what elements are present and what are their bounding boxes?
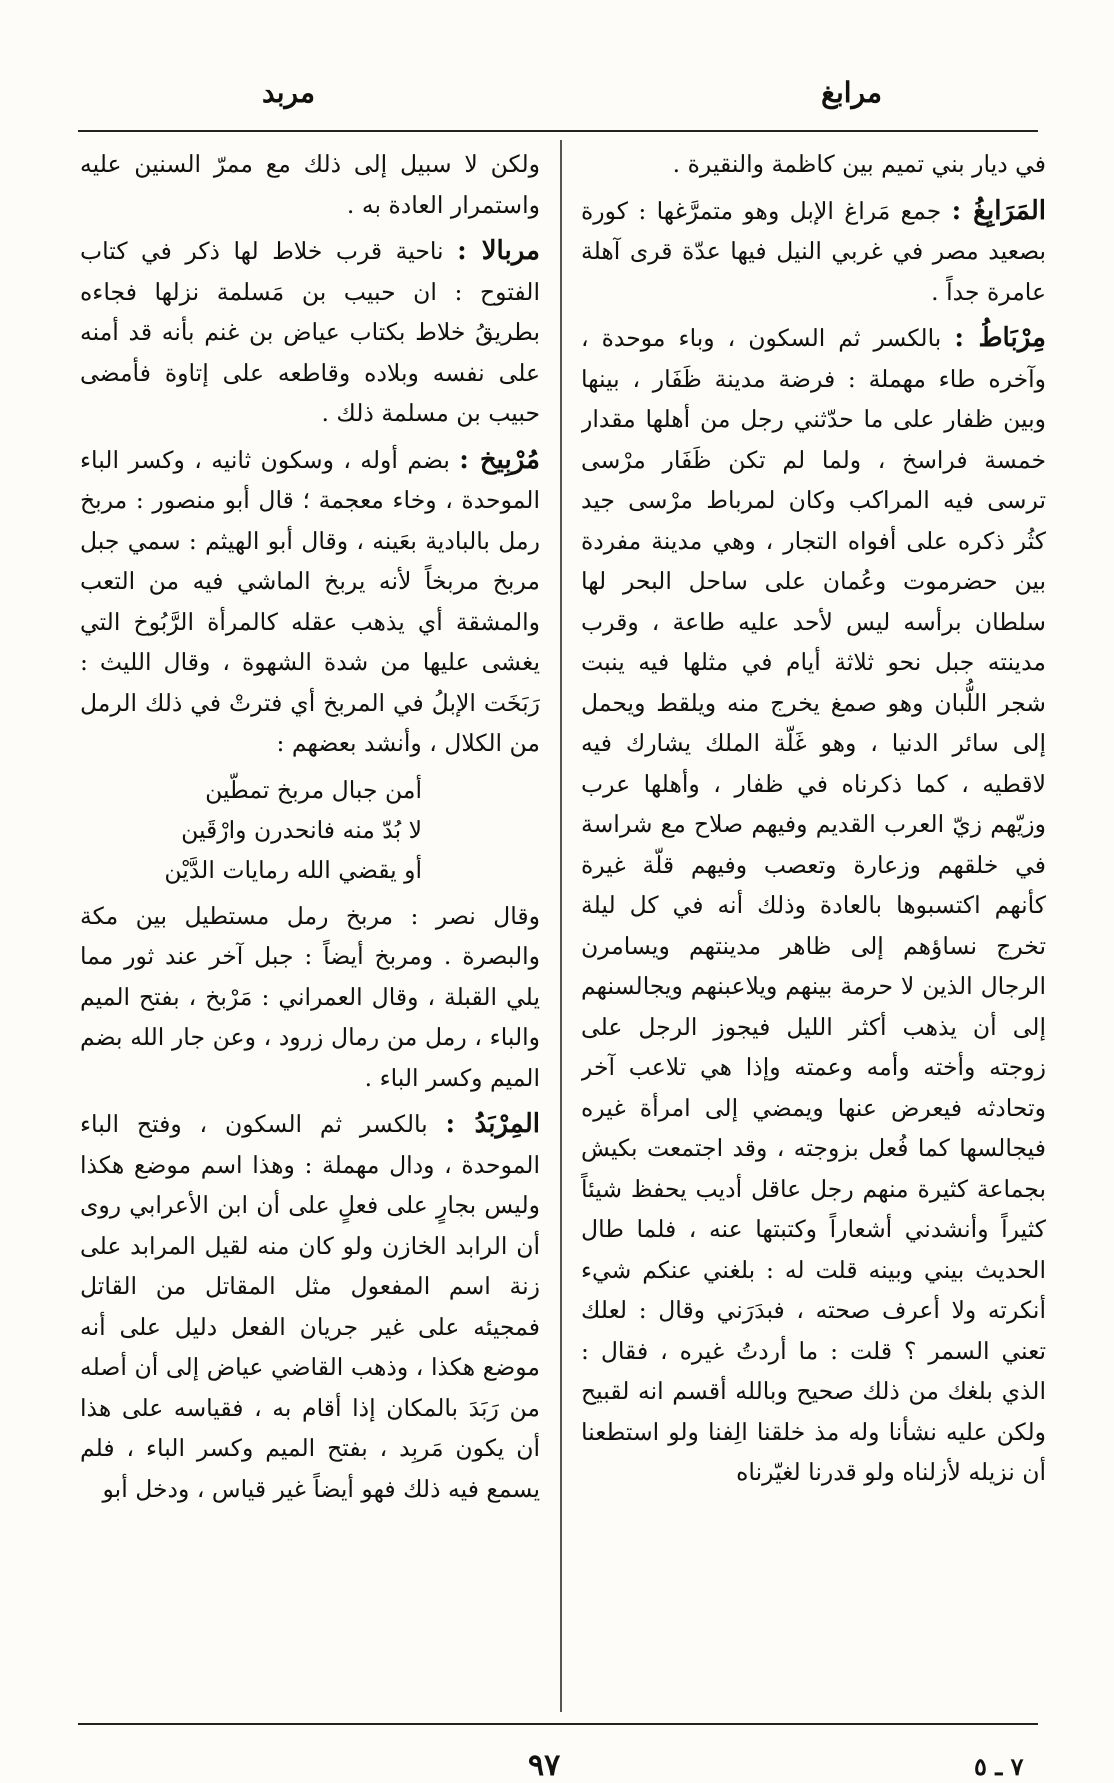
- entry-text: بالكسر ثم السكون ، وفتح الباء الموحدة ، ودال مهملة : وهذا اسم موضع هكذا وليس بجارٍ على فعلٍ على أن ابن الأعرابي روى أن الرابد الخازن ولو كان منه لقيل المرابد على زنة اسم المفعول مثل المقاتل من القاتل فمجيئه على غير جريان الفعل دليل على أنه موضع هكذا ، وذهب القاضي عياض إلى أن أصله من رَبَدَ بالمكان إذا أقام به ، فقياسه على هذا أن يكون مَربِد ، بفتح الميم وكسر الباء ، فلم يسمع فيه ذلك فهو أيضاً غير قياس ، ودخل أبو: [80, 1110, 540, 1503]
- verse-line: أو يقضي الله رمايات الدَّيْن: [164, 855, 422, 884]
- verse-line: لا بُدّ منه فانحدرن وارْقَين: [181, 815, 422, 844]
- entry: [80, 896, 540, 1099]
- verse-block: [80, 770, 540, 890]
- entry-headword: مربالا :: [457, 236, 540, 266]
- page-number: ٩٧: [528, 1748, 561, 1783]
- entry: [581, 144, 1046, 185]
- right-column: [581, 144, 1046, 1714]
- entry-headword: المِرْبَدُ :: [445, 1109, 540, 1139]
- running-header-left: مربد: [262, 76, 315, 109]
- entry-text: ولكن لا سبيل إلى ذلك مع ممرّ السنين عليه واستمرار العادة به .: [80, 150, 540, 219]
- entry: [581, 318, 1046, 1493]
- entry-text: بضم أوله ، وسكون ثانيه ، وكسر الباء الموحدة ، وخاء معجمة ؛ قال أبو منصور : مربخ رمل بالبادية بعَينه ، وقال أبو الهيثم : سمي جبل مربخ مربخاً لأنه يربخ الماشي فيه من التعب والمشقة أي يذهب عقله كالمرأة الرَّبُوخ التي يغشى عليها من شدة الشهوة ، وقال الليث : رَبَخَت الإبلُ في المربخ أي فترتْ في ذلك الرمل من الكلال ، وأنشد بعضهم :: [80, 445, 540, 757]
- signature-mark: ٧ ـ ٥: [974, 1752, 1024, 1781]
- entry: [80, 231, 540, 434]
- entry-text: وقال نصر : مربخ رمل مستطيل بين مكة والبصرة . ومربخ أيضاً : جبل آخر عند ثور مما يلي القبلة ، وقال العمراني : مَرْبخ ، بفتح الميم والباء ، رمل من رمال زرود ، وعن جار الله بضم الميم وكسر الباء .: [80, 901, 540, 1092]
- footer-rule: [78, 1723, 1038, 1725]
- entry: [80, 440, 540, 764]
- entry: [80, 1104, 540, 1509]
- entry-headword: مِرْبَاطُ :: [954, 323, 1046, 353]
- verse-line: أمن جبال مربخ تمطّين: [205, 775, 422, 804]
- entry-headword: مُرْبِيخ :: [459, 444, 540, 475]
- left-column: [80, 144, 540, 1714]
- header-rule: [78, 130, 1038, 132]
- entry-text: بالكسر ثم السكون ، وباء موحدة ، وآخره طاء مهملة : فرضة مدينة ظَفَار ، بينها وبين ظفار على ما حدّثني رجل من أهلها مقدار خمسة فراسخ ، ولما لم تكن ظَفَار مرْسى ترسى فيه المراكب وكان لمرباط مرْسى جيد كثُر ذكره على أفواه التجار ، وهي مدينة مفردة بين حضرموت وعُمان على ساحل البحر لها سلطان برأسه ليس لأحد عليه طاعة ، وقرب مدينته جبل نحو ثلاثة أيام في مثلها فيه ينبت شجر اللُّبان وهو صمغ يخرج منه ويلقط ويحمل إلى سائر الدنيا ، وهو غَلّة الملك يشارك فيه لاقطيه ، كما ذكرناه في ظفار ، وأهلها عرب وزيّهم زيّ العرب القديم وفيهم صلاح مع شراسة في خلقهم وزعارة وتعصب وفيهم قلّة غيرة كأنهم اكتسبوها بالعادة وذلك أنه في كل ليلة تخرج نساؤهم إلى ظاهر مدينتهم ويسامرن الرجال الذين لا حرمة بينهم ويلاعبنهم ويجالسنهم إلى أن يذهب أكثر الليل فيجوز الرجل على زوجته وأخته وأمه وعمته وإذا هي تلاعب آخر وتحادثه فيعرض عنها ويمضي إلى امرأة غيره فيجالسها كما فُعل بزوجته ، وقد اجتمعت بكيش بجماعة كثيرة منهم رجل عاقل أديب يحفظ شيئاً كثيراً وأنشدني أشعاراً وكتبتها عنه ، فلما طال الحديث بيني وبينه قلت له : بلغني عنكم شيء أنكرته ولا أعرف صحته ، فبدَرَني وقال : لعلك تعني السمر ؟ قلت : ما أردتُ غيره ، فقال : الذي بلغك من ذلك صحيح وبالله أقسم انه لقبيح ولكن عليه نشأنا وله مذ خلقنا الِفنا ولو استطعنا أن نزيله لأزلناه ولو قدرنا لغيّرناه: [581, 324, 1046, 1486]
- entry: [581, 191, 1046, 313]
- running-header-right: مرابغ: [821, 76, 882, 109]
- entry: [80, 144, 540, 225]
- column-divider: [560, 140, 562, 1712]
- entry-text: ناحية قرب خلاط لها ذكر في كتاب الفتوح : ان حبيب بن مَسلمة نزلها فجاءه بطريقُ خلاط بكتاب عياض بن غنم بأنه قد أمنه على نفسه وبلاده وقاطعه على إتاوة فأمضى حبيب بن مسلمة ذلك .: [80, 237, 540, 427]
- entry-text: جمع مَراغ الإبل وهو متمرَّغها : كورة بصعيد مصر في غربي النيل فيها عدّة قرى آهلة عامرة جداً .: [581, 196, 1046, 306]
- entry-text: في ديار بني تميم بين كاظمة والنقيرة .: [672, 150, 1046, 178]
- entry-headword: المَرَابِغُ :: [951, 195, 1046, 226]
